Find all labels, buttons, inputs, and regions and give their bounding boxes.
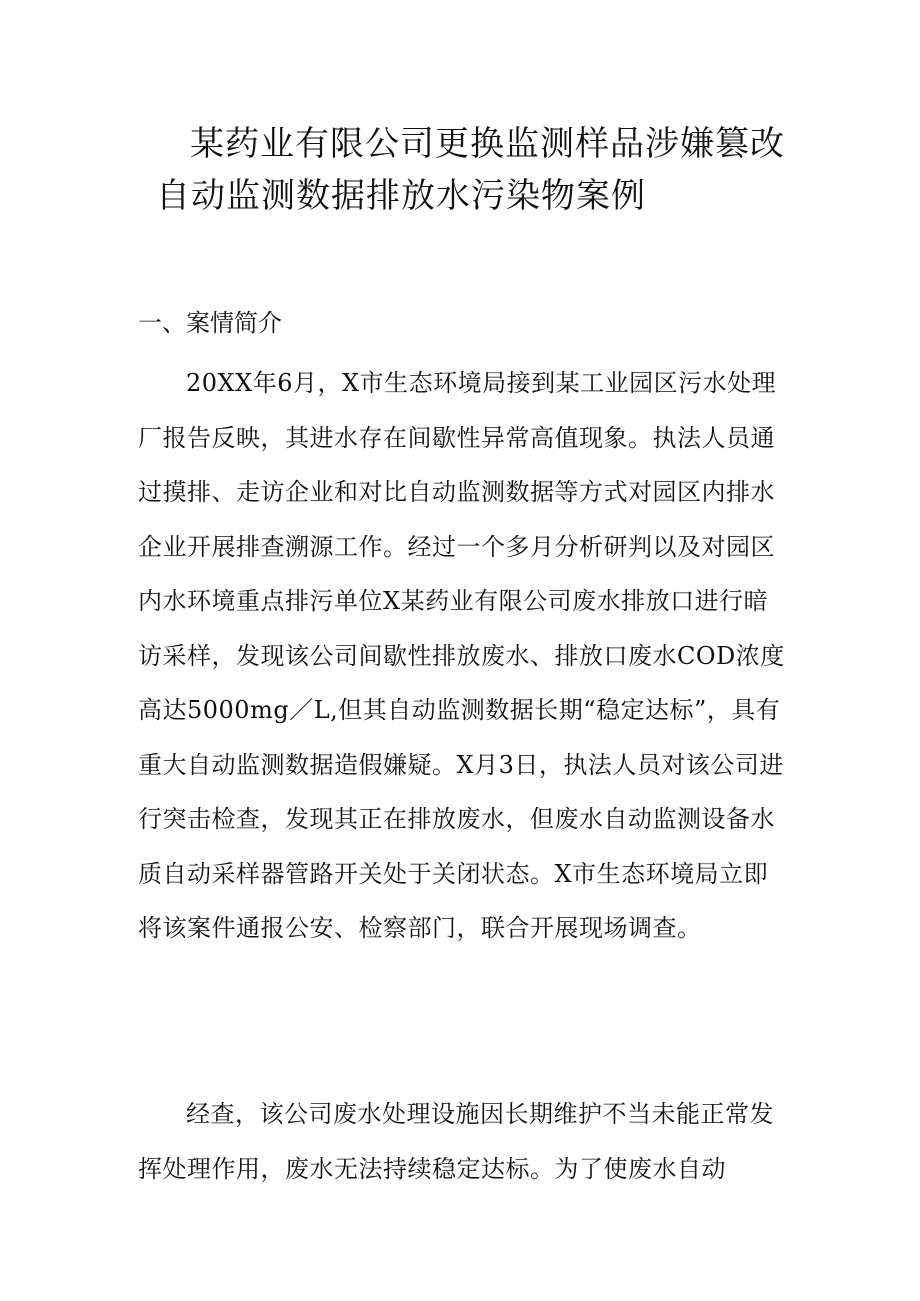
title-line-2: 自动监测数据排放水污染物案例: [156, 176, 646, 216]
title-line-1: 某药业有限公司更换监测样品涉嫌篡改: [190, 124, 785, 164]
document-title: [150, 118, 810, 222]
section-heading-case-summary: 一、案情简介: [138, 309, 282, 337]
paragraph-investigation-findings: 经查，该公司废水处理设施因长期维护不当未能正常发挥处理作用，废水无法持续稳定达标。为了使废水自动: [138, 1100, 774, 1183]
paragraph-case-background: 20XX年6月，X市生态环境局接到某工业园区污水处理厂报告反映，其进水存在间歇性异常高值现象。执法人员通过摸排、走访企业和对比自动监测数据等方式对园区内排水企业开展排查溯源工作。经过一个多月分析研判以及对园区内水环境重点排污单位X某药业有限公司废水排放口进行暗访采样，发现该公司间歇性排放废水、排放口废水COD浓度高达5000mg／L,但其自动监测数据长期“稳定达标”，具有重大自动监测数据造假嫌疑。X月3日，执法人员对该公司进行突击检查，发现其正在排放废水，但废水自动监测设备水质自动采样器管路开关处于关闭状态。X市生态环境局立即将该案件通报公安、检察部门，联合开展现场调查。: [138, 369, 785, 942]
